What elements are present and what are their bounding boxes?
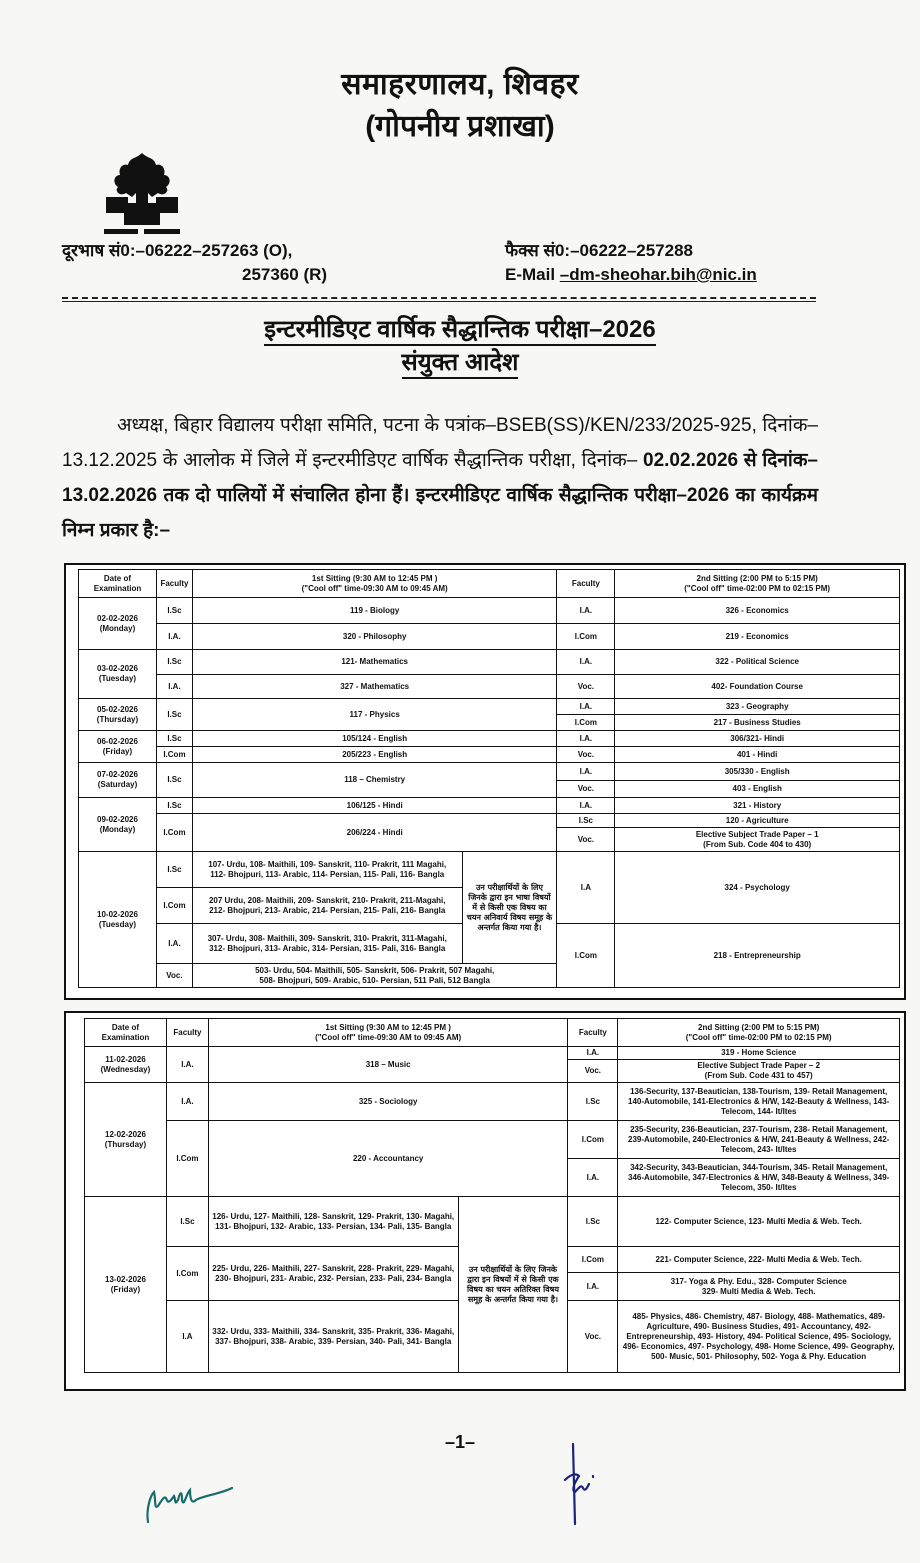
- table-row: [79, 675, 900, 699]
- subject-cell: [618, 1273, 900, 1301]
- sitting-2-time: 2nd Sitting (2:00 PM to 5:15 PM): [696, 573, 818, 583]
- faculty-cell: Voc.: [557, 675, 615, 699]
- faculty-cell: I.A.: [557, 763, 615, 781]
- subject-cell: 322 - Political Science: [615, 650, 900, 675]
- subject-cell: [192, 964, 556, 988]
- table-row: [85, 1121, 900, 1159]
- subject-subtitle-text: संयुक्त आदेश: [402, 349, 519, 379]
- schedule-table-1: [78, 569, 900, 988]
- subject-cell: [192, 852, 462, 888]
- header-faculty: Faculty: [156, 570, 192, 598]
- subject-line: 207 Urdu, 208- Maithili, 209- Sanskrit, 210- Prakrit, 211-Magahi,: [208, 895, 446, 905]
- body-text-2: 02.02.2026 से दिनांक–13.02.2026 तक दो पालियों में संचालित होना हैं। इन्टरमीडिएट वार्षिक सैद्धान्तिक परीक्षा–2026 का कार्यक्रम निम्न प्रकार है:–: [62, 450, 818, 541]
- faculty-cell: I.A.: [166, 1047, 208, 1083]
- subject-cell: 318 – Music: [208, 1047, 567, 1083]
- subject-line: Elective Subject Trade Paper – 2: [697, 1061, 821, 1070]
- subject-cell: 136-Security, 137-Beautician, 138-Tourism, 139- Retail Management, 140-Automobile, 141-Electronics & H/W, 142-Beauty & Wellness, 143- Telecom, 144- It/Ites: [618, 1083, 900, 1121]
- subject-cell: 403 - English: [615, 781, 900, 798]
- body-text-1: अध्यक्ष, बिहार विद्यालय परीक्षा समिति, पटना के पत्रांक–BSEB(SS)/KEN/233/2025-925, दिनांक–13.12.2025 के आलोक में जिले में इन्टरमीडिएट वार्षिक सैद्धान्तिक परीक्षा, दिनांक–: [62, 415, 818, 471]
- faculty-cell: I.Com: [156, 888, 192, 924]
- exam-date-cell: [79, 731, 157, 763]
- exam-date-cell: [79, 699, 157, 731]
- table-row: [79, 763, 900, 781]
- bihar-emblem-icon: [92, 145, 192, 240]
- sitting-1-time: 1st Sitting (9:30 AM to 12:45 PM ): [325, 1022, 451, 1032]
- subject-cell: 217 - Business Studies: [615, 715, 900, 731]
- exam-date-cell: [79, 598, 157, 650]
- subject-cell: 323 - Geography: [615, 699, 900, 715]
- header-divider: [62, 297, 816, 299]
- faculty-cell: I.Sc: [156, 852, 192, 888]
- subject-cell: 206/224 - Hindi: [192, 814, 556, 852]
- table-row: [79, 624, 900, 650]
- header-sitting-1: [208, 1019, 567, 1047]
- subject-cell: [192, 888, 462, 924]
- faculty-cell: I.A.: [557, 598, 615, 624]
- subject-line: Elective Subject Trade Paper – 1: [695, 829, 819, 839]
- faculty-cell: I.A.: [156, 924, 192, 964]
- faculty-cell: Voc.: [557, 828, 615, 852]
- subject-cell: 332- Urdu, 333- Maithili, 334- Sanskrit, 335- Prakrit, 336- Magahi, 337- Bhojpuri, 338- Arabic, 339- Persian, 340- Pali, 341- Bangla: [208, 1301, 458, 1373]
- exam-day: (Tuesday): [98, 674, 137, 683]
- faculty-cell: I.Com: [557, 924, 615, 988]
- table-row: [79, 852, 900, 888]
- fax-number: फैक्स सं0:–06222–257288: [505, 241, 694, 260]
- faculty-cell: I.Com: [156, 814, 192, 852]
- subject-cell: 306/321- Hindi: [615, 731, 900, 747]
- exam-date-cell: [85, 1197, 167, 1373]
- subject-line: 312- Bhojpuri, 313- Arabic, 314- Persian, 315- Pali, 316- Bangla: [209, 943, 446, 953]
- subject-cell: 485- Physics, 486- Chemistry, 487- Biology, 488- Mathematics, 489- Agriculture, 490- Business Studies, 491- Accountancy, 492- Entrepreneurship, 493- History, 494- Political Science, 495- Sociology, 496- Economics, 497- Psychology, 498- Home Science, 499- Geography, 500- Music, 501- Philosophy, 502- Yoga & Phy. Education: [618, 1301, 900, 1373]
- subject-cell: 326 - Economics: [615, 598, 900, 624]
- subject-line: 317- Yoga & Phy. Edu., 328- Computer Science: [670, 1276, 847, 1286]
- faculty-cell: Voc.: [568, 1060, 618, 1083]
- exam-date: 05-02-2026: [97, 704, 138, 714]
- subject-cell: 402- Foundation Course: [615, 675, 900, 699]
- subject-line: 329- Multi Media & Web. Tech.: [701, 1286, 816, 1296]
- subject-cell: 106/125 - Hindi: [192, 798, 556, 814]
- subject-cell: 327 - Mathematics: [192, 675, 556, 699]
- subject-cell: 220 - Accountancy: [208, 1121, 567, 1197]
- exam-date: 12-02-2026: [105, 1129, 146, 1139]
- exam-day: (Thursday): [104, 1139, 147, 1149]
- subject-cell: 319 - Home Science: [618, 1047, 900, 1060]
- table-row: [85, 1197, 900, 1247]
- exam-day: (Monday): [99, 824, 136, 834]
- exam-date-cell: [79, 852, 157, 988]
- table-row: [79, 699, 900, 715]
- exam-date-cell: [79, 763, 157, 798]
- exam-date-cell: [85, 1047, 167, 1083]
- branch-title: (गोपनीय प्रशाखा): [365, 110, 555, 143]
- exam-date: 11-02-2026: [105, 1054, 146, 1064]
- table-header-row: [85, 1019, 900, 1047]
- exam-day: (Wednesday): [100, 1064, 151, 1074]
- header-faculty: Faculty: [166, 1019, 208, 1047]
- exam-date: 07-02-2026: [97, 770, 138, 779]
- table-row: [85, 1047, 900, 1060]
- faculty-cell: I.Com: [156, 747, 192, 763]
- header-sitting-2: [615, 570, 900, 598]
- faculty-cell: I.A.: [568, 1159, 618, 1197]
- sitting-1-time: 1st Sitting (9:30 AM to 12:45 PM ): [311, 573, 438, 583]
- subject-cell: 235-Security, 236-Beautician, 237-Tourism, 238- Retail Management, 239-Automobile, 240-Electronics & H/W, 241-Beauty & Wellness, 242- Telecom, 243- It/Ites: [618, 1121, 900, 1159]
- subject-cell: 117 - Physics: [192, 699, 556, 731]
- faculty-cell: I.A.: [568, 1273, 618, 1301]
- faculty-cell: I.A: [166, 1301, 208, 1373]
- faculty-cell: Voc.: [156, 964, 192, 988]
- subject-cell: 221- Computer Science, 222- Multi Media & Web. Tech.: [618, 1247, 900, 1273]
- faculty-cell: I.A.: [156, 675, 192, 699]
- exam-day: (Friday): [102, 746, 133, 756]
- phone-residence: 257360 (R): [242, 265, 328, 284]
- subject-cell: 126- Urdu, 127- Maithili, 128- Sanskrit, 129- Prakrit, 130- Magahi, 131- Bhojpuri, 132- Arabic, 133- Persian, 134- Pali, 135- Bangla: [208, 1197, 458, 1247]
- exam-date: 02-02-2026: [97, 613, 138, 623]
- faculty-cell: Voc.: [557, 781, 615, 798]
- faculty-cell: I.Sc: [557, 814, 615, 828]
- faculty-cell: I.A.: [557, 798, 615, 814]
- faculty-cell: I.A.: [568, 1047, 618, 1060]
- exam-date-cell: [85, 1083, 167, 1197]
- table-row: [79, 814, 900, 828]
- subject-cell: 325 - Sociology: [208, 1083, 567, 1121]
- exam-date: 03-02-2026: [97, 664, 138, 673]
- exam-date: 06-02-2026: [97, 736, 138, 746]
- subject-cell: 342-Security, 343-Beautician, 344-Tourism, 345- Retail Management, 346-Automobile, 347-Electronics & H/W, 348-Beauty & Wellness, 349- Telecom, 350- It/Ites: [618, 1159, 900, 1197]
- signature-right: [555, 1440, 605, 1530]
- faculty-cell: I.Sc: [568, 1083, 618, 1121]
- body-paragraph: [62, 408, 818, 548]
- subject-cell: 205/223 - English: [192, 747, 556, 763]
- email-link[interactable]: –dm-sheohar.bih@nic.in: [559, 265, 757, 284]
- faculty-cell: I.A.: [557, 699, 615, 715]
- exam-day: (Saturday): [97, 780, 138, 789]
- phone-office: दूरभाष सं0:–06222–257263 (O),: [62, 241, 293, 260]
- faculty-cell: I.Com: [166, 1121, 208, 1197]
- faculty-cell: I.A.: [166, 1083, 208, 1121]
- header-date: Date of Examination: [85, 1019, 167, 1047]
- faculty-cell: I.Com: [568, 1121, 618, 1159]
- faculty-cell: I.Sc: [156, 798, 192, 814]
- exam-date: 13-02-2026: [105, 1274, 146, 1284]
- faculty-cell: I.Com: [166, 1247, 208, 1301]
- subject-title-text: इन्टरमीडिएट वार्षिक सैद्धान्तिक परीक्षा–2026: [264, 316, 655, 346]
- table-row: [79, 731, 900, 747]
- header-divider-line: [62, 301, 816, 302]
- header-sitting-1: [192, 570, 556, 598]
- sitting-2-time: 2nd Sitting (2:00 PM to 5:15 PM): [698, 1022, 820, 1032]
- faculty-cell: I.A.: [557, 731, 615, 747]
- exam-date-cell: [79, 650, 157, 699]
- header-date: Date of Examination: [79, 570, 157, 598]
- language-note: उन परीक्षार्थियों के लिए जिनके द्वारा इन भाषा विषयों में से किसी एक विषय का चयन अनिवार्य विषय समूह के अन्तर्गत किया गया है।: [462, 852, 557, 964]
- subject-cell: [192, 924, 462, 964]
- faculty-cell: Voc.: [568, 1301, 618, 1373]
- faculty-cell: I.Sc: [166, 1197, 208, 1247]
- subject-cell: 118 – Chemistry: [192, 763, 556, 798]
- subject-cell: 321 - History: [615, 798, 900, 814]
- faculty-cell: I.A.: [557, 650, 615, 675]
- table-row: [85, 1083, 900, 1121]
- subject-line: 307- Urdu, 308- Maithili, 309- Sanskrit, 310- Prakrit, 311-Magahi,: [207, 933, 447, 943]
- header-faculty-2: Faculty: [557, 570, 615, 598]
- table-row: [79, 650, 900, 675]
- faculty-cell: I.Sc: [156, 763, 192, 798]
- subject-title: [0, 312, 920, 345]
- subject-line: 212- Bhojpuri, 213- Arabic, 214- Persian, 215- Pali, 216- Bangla: [209, 905, 446, 915]
- subject-cell: 401 - Hindi: [615, 747, 900, 763]
- faculty-cell: I.Com: [557, 624, 615, 650]
- subject-cell: 305/330 - English: [615, 763, 900, 781]
- subject-line: (From Sub. Code 431 to 457): [704, 1071, 813, 1080]
- faculty-cell: I.A: [557, 852, 615, 924]
- subject-line: 107- Urdu, 108- Maithili, 109- Sanskrit, 110- Prakrit, 111 Magahi,: [208, 859, 447, 869]
- page-number: –1–: [444, 1432, 476, 1452]
- subject-cell: 320 - Philosophy: [192, 624, 556, 650]
- subject-line: 503- Urdu, 504- Maithili, 505- Sanskrit, 506- Prakrit, 507 Magahi,: [255, 965, 495, 975]
- faculty-cell: I.Sc: [156, 650, 192, 675]
- exam-date: 09-02-2026: [97, 814, 138, 824]
- subject-cell: 120 - Agriculture: [615, 814, 900, 828]
- faculty-cell: I.Sc: [156, 699, 192, 731]
- exam-day: (Monday): [99, 623, 136, 633]
- office-title: समाहरणालय, शिवहर: [341, 68, 579, 101]
- subject-cell: 218 - Entrepreneurship: [615, 924, 900, 988]
- faculty-cell: I.Com: [568, 1247, 618, 1273]
- header-faculty-2: Faculty: [568, 1019, 618, 1047]
- exam-day: (Friday): [110, 1284, 141, 1294]
- subject-cell: 324 - Psychology: [615, 852, 900, 924]
- exam-date: 10-02-2026: [97, 909, 138, 919]
- signature-left: [140, 1470, 280, 1530]
- email-line: [505, 265, 757, 285]
- faculty-cell: I.Com: [557, 715, 615, 731]
- sitting-2-cool-off: ("Cool off" time-02:00 PM to 02:15 PM): [684, 583, 831, 593]
- language-note: उन परीक्षार्थियों के लिए जिनके द्वारा इन विषयों में से किसी एक विषय का चयन अतिरिक्त विषय समूह के अन्तर्गत किया गया है।: [458, 1197, 568, 1373]
- email-label: E-Mail: [505, 265, 560, 284]
- subject-cell: 122- Computer Science, 123- Multi Media & Web. Tech.: [618, 1197, 900, 1247]
- table-row: [79, 798, 900, 814]
- faculty-cell: I.Sc: [156, 731, 192, 747]
- faculty-cell: I.A.: [156, 624, 192, 650]
- table-row: [79, 598, 900, 624]
- subject-subtitle: [0, 345, 920, 378]
- exam-date-cell: [79, 798, 157, 852]
- subject-cell: 105/124 - English: [192, 731, 556, 747]
- sitting-1-cool-off: ("Cool off" time-09:30 AM to 09:45 AM): [315, 1032, 462, 1042]
- subject-cell: 121- Mathematics: [192, 650, 556, 675]
- table-row: [79, 747, 900, 763]
- schedule-table-2: [84, 1018, 900, 1373]
- sitting-1-cool-off: ("Cool off" time-09:30 AM to 09:45 AM): [301, 583, 448, 593]
- subject-cell: 225- Urdu, 226- Maithili, 227- Sanskrit, 228- Prakrit, 229- Magahi, 230- Bhojpuri, 231- Arabic, 232- Persian, 233- Pali, 234- Bangla: [208, 1247, 458, 1301]
- subject-cell: [618, 1060, 900, 1083]
- exam-day: (Thursday): [96, 714, 139, 724]
- subject-line: 508- Bhojpuri, 509- Arabic, 510- Persian, 511 Pali, 512 Bangla: [259, 975, 490, 985]
- subject-cell: 119 - Biology: [192, 598, 556, 624]
- sitting-2-cool-off: ("Cool off" time-02:00 PM to 02:15 PM): [685, 1032, 832, 1042]
- faculty-cell: I.Sc: [568, 1197, 618, 1247]
- subject-cell: [615, 828, 900, 852]
- subject-line: 112- Bhojpuri, 113- Arabic, 114- Persian, 115- Pali, 116- Bangla: [210, 869, 445, 879]
- faculty-cell: Voc.: [557, 747, 615, 763]
- table-header-row: [79, 570, 900, 598]
- subject-line: (From Sub. Code 404 to 430): [703, 839, 812, 849]
- exam-day: (Tuesday): [98, 919, 137, 929]
- faculty-cell: I.Sc: [156, 598, 192, 624]
- header-sitting-2: [618, 1019, 900, 1047]
- subject-cell: 219 - Economics: [615, 624, 900, 650]
